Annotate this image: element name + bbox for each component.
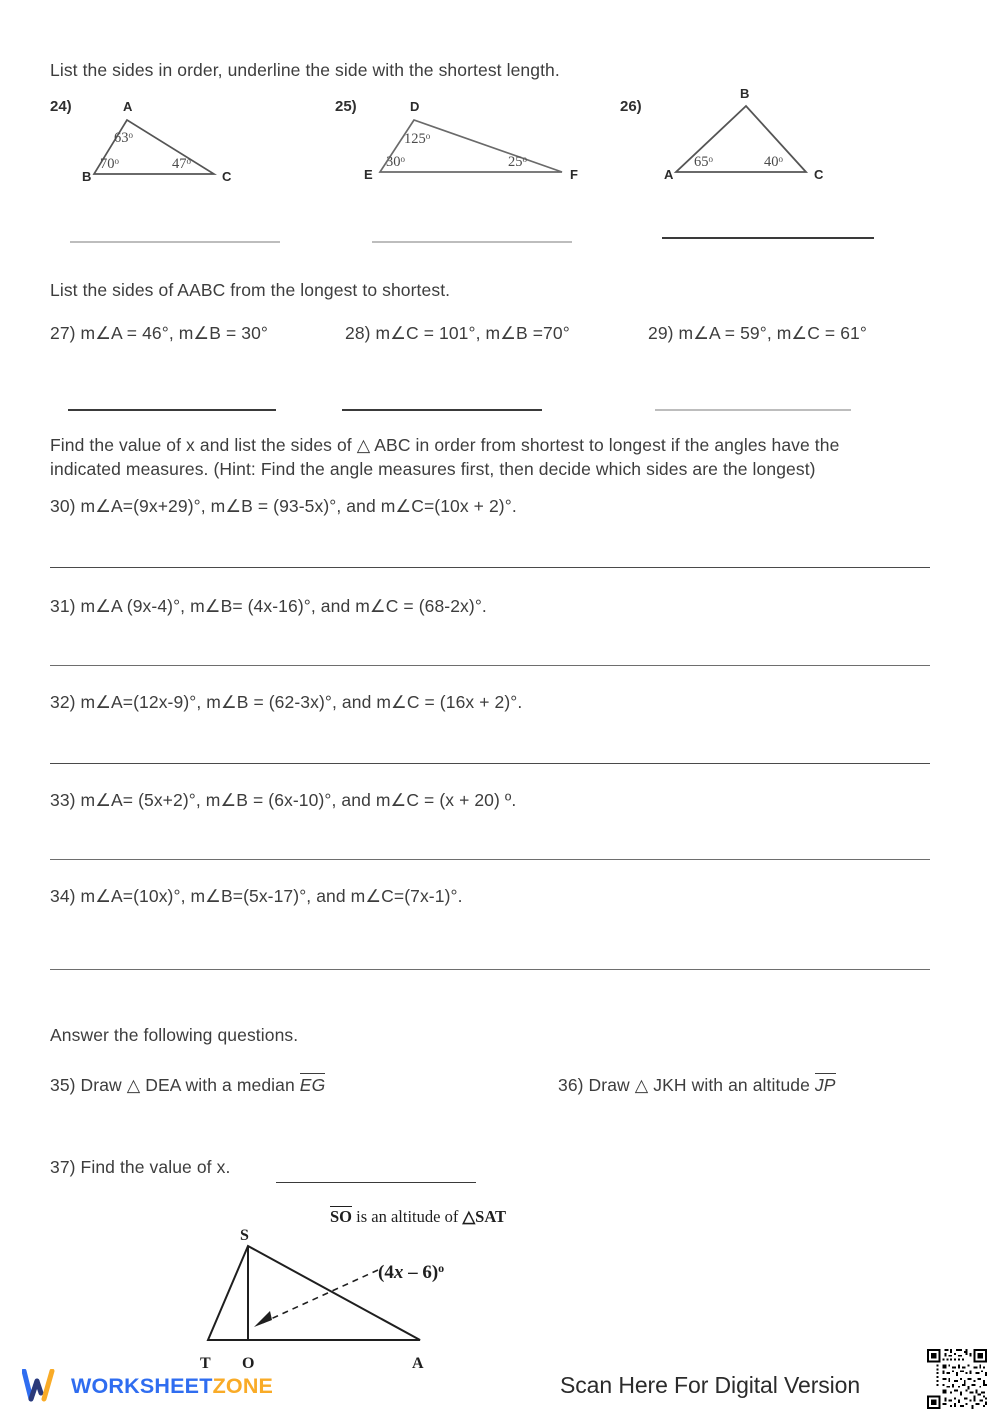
worksheet-zone-wordmark bbox=[71, 1374, 273, 1399]
answer-line-26[interactable] bbox=[662, 237, 874, 239]
vertex-label-s: S bbox=[240, 1227, 249, 1244]
problem-31: 31) m∠A (9x-4)°, m∠B= (4x-16)°, and m∠C = (68-2x)°. bbox=[50, 596, 487, 616]
vertex-label-b: B bbox=[82, 169, 92, 184]
angle-expression-label: (4x – 6)$^o$ bbox=[378, 1261, 445, 1283]
answer-line-34[interactable] bbox=[50, 969, 930, 970]
angle-label-63: 63$^o$ bbox=[114, 130, 133, 146]
segment-so: SO bbox=[330, 1207, 353, 1226]
logo-word-worksheet: WORKSHEET bbox=[71, 1373, 213, 1398]
section-2-instruction: List the sides of AABC from the longest to shortest. bbox=[50, 280, 451, 300]
answer-line-24[interactable] bbox=[70, 241, 280, 243]
angle-label-47: 47$^o$ bbox=[172, 156, 191, 172]
qr-code[interactable] bbox=[925, 1347, 989, 1411]
problem-27: 27) m∠A = 46°, m∠B = 30° bbox=[50, 323, 269, 343]
angle-label-70: 70$^o$ bbox=[100, 156, 119, 172]
problem-33: 33) m∠A= (5x+2)°, m∠B = (6x-10)°, and m∠C = (x + 20) º. bbox=[50, 790, 517, 810]
worksheet-zone-logo[interactable] bbox=[22, 1369, 273, 1403]
problem-29: 29) m∠A = 59°, m∠C = 61° bbox=[648, 323, 867, 343]
figure-25-number: 25) bbox=[335, 98, 357, 115]
section-1-instruction: List the sides in order, underline the side with the shortest length. bbox=[50, 60, 560, 80]
figure-26-triangle-abc bbox=[664, 86, 838, 188]
segment-jp: JP bbox=[814, 1075, 836, 1095]
sat-caption bbox=[330, 1207, 506, 1227]
figure-37-triangle-sat bbox=[190, 1228, 490, 1388]
angle-label-40: 40$^o$ bbox=[764, 154, 783, 170]
vertex-label-c: C bbox=[222, 169, 232, 184]
problem-35-text: 35) Draw △ DEA with a median bbox=[50, 1075, 300, 1095]
answer-line-31[interactable] bbox=[50, 665, 930, 666]
vertex-label-o: O bbox=[242, 1355, 255, 1372]
angle-label-65: 65$^o$ bbox=[694, 154, 713, 170]
section-3-instruction-line2: indicated measures. (Hint: Find the angle measures first, then decide which sides are the longest) bbox=[50, 459, 816, 479]
answer-line-37[interactable] bbox=[276, 1182, 476, 1183]
angle-label-125: 125$^o$ bbox=[404, 131, 431, 147]
worksheet-zone-mark-icon bbox=[22, 1369, 62, 1403]
figure-24-triangle-abc bbox=[82, 98, 242, 188]
problem-32: 32) m∠A=(12x-9)°, m∠B = (62-3x)°, and m∠C = (16x + 2)°. bbox=[50, 692, 523, 712]
problem-30: 30) m∠A=(9x+29)°, m∠B = (93-5x)°, and m∠C=(10x + 2)°. bbox=[50, 496, 517, 516]
segment-eg: EG bbox=[299, 1075, 326, 1095]
vertex-label-c: C bbox=[814, 167, 824, 182]
vertex-label-a: A bbox=[123, 99, 133, 114]
answer-line-27[interactable] bbox=[68, 409, 276, 411]
sat-caption-middle: is an altitude of bbox=[352, 1207, 463, 1226]
logo-word-zone: ZONE bbox=[212, 1373, 274, 1398]
answer-line-33[interactable] bbox=[50, 859, 930, 860]
answer-line-28[interactable] bbox=[342, 409, 542, 411]
problem-35 bbox=[50, 1075, 325, 1096]
figure-25-triangle-def bbox=[364, 98, 582, 188]
figure-24-number: 24) bbox=[50, 98, 72, 115]
angle-label-30: 30$^o$ bbox=[386, 154, 405, 170]
sat-caption-triangle: △SAT bbox=[462, 1207, 507, 1226]
problem-28: 28) m∠C = 101°, m∠B =70° bbox=[345, 323, 570, 343]
problem-37: 37) Find the value of x. bbox=[50, 1157, 231, 1177]
problem-36-text: 36) Draw △ JKH with an altitude bbox=[558, 1075, 815, 1095]
section-4-instruction: Answer the following questions. bbox=[50, 1025, 299, 1045]
answer-line-29[interactable] bbox=[655, 409, 851, 411]
vertex-label-d: D bbox=[410, 99, 420, 114]
problem-36 bbox=[558, 1075, 836, 1096]
vertex-label-b: B bbox=[740, 86, 750, 101]
vertex-label-f: F bbox=[570, 167, 578, 182]
section-3-instruction-line1: Find the value of x and list the sides of △ ABC in order from shortest to longest if the angles have the bbox=[50, 435, 840, 455]
scan-here-text: Scan Here For Digital Version bbox=[560, 1372, 861, 1398]
vertex-label-a: A bbox=[664, 167, 674, 182]
problem-34: 34) m∠A=(10x)°, m∠B=(5x-17)°, and m∠C=(7x-1)°. bbox=[50, 886, 463, 906]
answer-line-32[interactable] bbox=[50, 763, 930, 764]
vertex-label-t: T bbox=[200, 1355, 211, 1372]
vertex-label-e: E bbox=[364, 167, 373, 182]
figure-26-number: 26) bbox=[620, 98, 642, 115]
angle-label-25: 25$^o$ bbox=[508, 154, 527, 170]
answer-line-30[interactable] bbox=[50, 567, 930, 568]
answer-line-25[interactable] bbox=[372, 241, 572, 243]
vertex-label-a: A bbox=[412, 1355, 424, 1372]
